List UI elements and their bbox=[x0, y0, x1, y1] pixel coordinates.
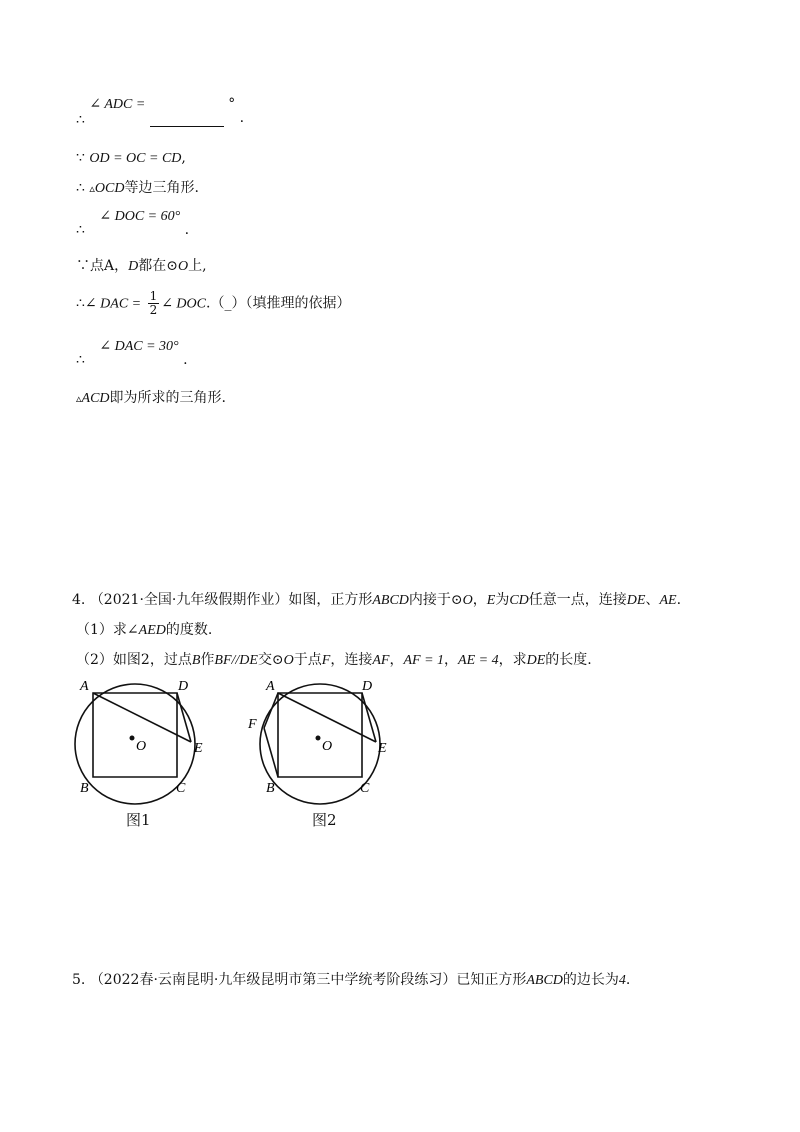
question-5: 5. （2022春·云南昆明·九年级昆明市第三中学统考阶段练习）已知正方形ABCD的边长为4. bbox=[72, 972, 631, 988]
degree-symbol: ° bbox=[228, 96, 236, 112]
label-o: O bbox=[136, 739, 147, 754]
question-source: （2022春·云南昆明·九年级昆明市第三中学统考阶段练习）已知正方形 bbox=[89, 972, 527, 988]
label-b: B bbox=[266, 781, 275, 796]
triangle-symbol: ▵ bbox=[76, 392, 82, 405]
od-oc-cd-expr: OD = OC = CD bbox=[89, 151, 182, 166]
label-a: A bbox=[266, 679, 275, 694]
angle-doc-expr: ∠ DOC = 60° bbox=[99, 209, 181, 224]
label-a: A bbox=[80, 679, 89, 694]
label-f: F bbox=[248, 717, 257, 732]
question-4-part-1: （1）求∠AED的度数. bbox=[76, 622, 213, 638]
figure-2-caption: 图2 bbox=[312, 811, 337, 829]
proof-line-8: ▵ACD即为所求的三角形. bbox=[76, 390, 226, 406]
label-c: C bbox=[176, 781, 186, 796]
question-number: 4. bbox=[72, 592, 86, 608]
because-symbol: ∵ bbox=[76, 150, 85, 166]
therefore-symbol: ∴ bbox=[76, 112, 85, 128]
reason-prompt: .（_）（填推理的依据） bbox=[206, 295, 351, 312]
label-c: C bbox=[360, 781, 370, 796]
proof-line-1: ∴ ∠ ADC = ° . bbox=[76, 96, 245, 128]
label-e: E bbox=[194, 741, 203, 756]
center-point bbox=[130, 736, 135, 741]
therefore-symbol: ∴ bbox=[76, 222, 85, 238]
segment-af bbox=[264, 693, 278, 728]
figure-1 bbox=[60, 672, 220, 832]
center-point bbox=[316, 736, 321, 741]
fraction-one-half: $\frac{1}{2}$ bbox=[149, 289, 158, 317]
question-number: 5. bbox=[72, 972, 86, 988]
label-e: E bbox=[378, 741, 387, 756]
label-d: D bbox=[362, 679, 373, 694]
proof-line-6: ∴∠ DAC = $\frac{1}{2}$ ∠ DOC.（_）（填推理的依据） bbox=[76, 289, 351, 317]
angle-dac-30: ∠ DAC = 30° bbox=[99, 339, 179, 354]
answer-blank[interactable] bbox=[150, 112, 224, 127]
proof-line-7: ∴ ∠ DAC = 30° . bbox=[76, 339, 188, 368]
triangle-acd: ACD bbox=[81, 391, 110, 406]
because-symbol: ∵ bbox=[76, 258, 90, 274]
figure-1-caption: 图1 bbox=[126, 811, 151, 829]
question-4-part-2: （2）如图2，过点B作BF//DE交⊙O于点F，连接AF，AF = 1，AE = 4，求DE的长度. bbox=[76, 652, 592, 668]
triangle-symbol: ▵ bbox=[89, 182, 95, 195]
therefore-symbol: ∴ bbox=[76, 295, 85, 312]
therefore-symbol: ∴ bbox=[76, 180, 85, 196]
label-b: B bbox=[80, 781, 89, 796]
question-source: （2021·全国·九年级假期作业）如图，正方形 bbox=[89, 592, 373, 608]
angle-dac-expr: ∠ DAC = bbox=[84, 296, 142, 312]
label-d: D bbox=[178, 679, 189, 694]
proof-line-3: ∴ ▵OCD等边三角形. bbox=[76, 180, 199, 196]
proof-line-2: ∵ OD = OC = CD, bbox=[76, 150, 186, 166]
therefore-symbol: ∴ bbox=[76, 352, 85, 368]
proof-line-4: ∴ ∠ DOC = 60° . bbox=[76, 209, 190, 238]
proof-line-5: ∵点A，D都在⊙O上, bbox=[76, 258, 207, 274]
square-abcd bbox=[93, 693, 177, 777]
angle-adc-expr: ∠ ADC = bbox=[89, 97, 146, 112]
question-4: 4. （2021·全国·九年级假期作业）如图，正方形ABCD内接于⊙O，E为CD任意一点，连接DE、AE. bbox=[72, 592, 682, 608]
figure-2 bbox=[244, 672, 404, 832]
label-o: O bbox=[322, 739, 333, 754]
triangle-ocd: OCD bbox=[94, 181, 125, 196]
square-abcd bbox=[278, 693, 362, 777]
